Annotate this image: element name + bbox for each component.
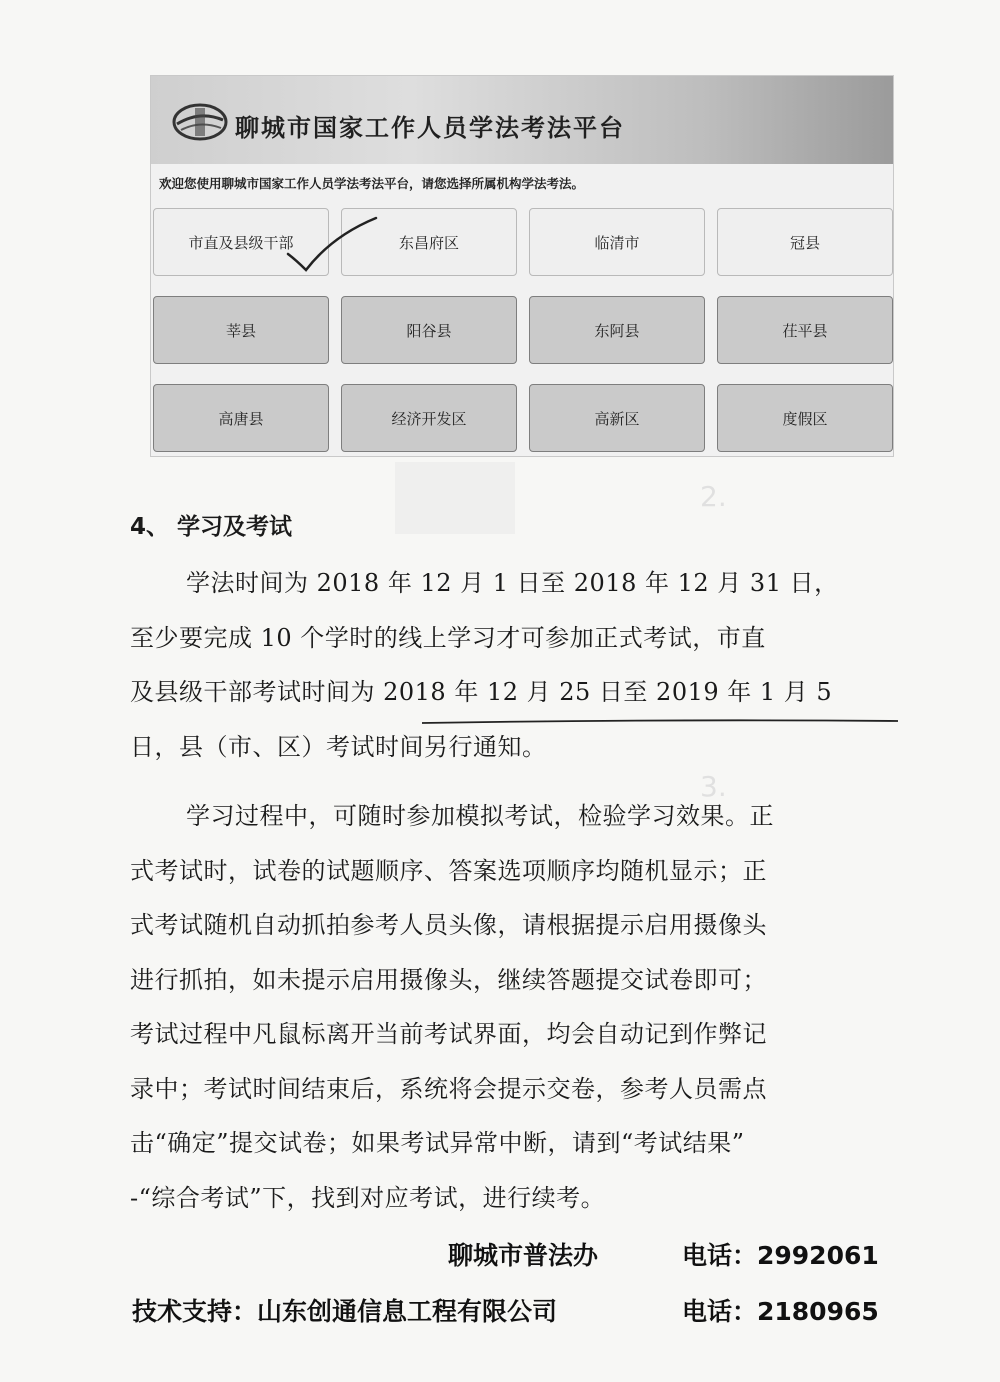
paragraph-line: 日，县（市、区）考试时间另行通知。 (130, 732, 547, 761)
section-title: 4、 学习及考试 (130, 514, 293, 540)
paragraph-line: 击“确定”提交试卷；如果考试异常中断，请到“考试结果” (130, 1129, 745, 1157)
paragraph-study-time (130, 556, 900, 774)
org-phone: 电话：2992061 (682, 1241, 879, 1270)
paragraph-line: 录中；考试时间结束后，系统将会提示交卷，参考人员需点 (130, 1074, 767, 1103)
paragraph-line: 式考试时，试卷的试题顺序、答案选项顺序均随机显示；正 (130, 856, 767, 885)
district-button-gaoxin[interactable]: 高新区 (529, 384, 705, 452)
paragraph-line: -“综合考试”下，找到对应考试，进行续考。 (130, 1183, 606, 1212)
welcome-text: 欢迎您使用聊城市国家工作人员学法考法平台，请您选择所属机构学法考法。 (159, 176, 585, 191)
district-button-gaotang[interactable]: 高唐县 (153, 384, 329, 452)
paragraph-line: 及县级干部考试时间为 2018 年 12 月 25 日至 2019 年 1 月 5 (130, 678, 833, 706)
handwritten-underline (420, 717, 900, 727)
org-name: 聊城市普法办 (448, 1241, 599, 1270)
district-button-shenxian[interactable]: 莘县 (153, 296, 329, 364)
show-through-texture-2: 3. (700, 770, 727, 803)
district-button-jingkai[interactable]: 经济开发区 (341, 384, 517, 452)
paragraph-line: 进行抓拍，如未提示启用摄像头，继续答题提交试卷即可； (130, 965, 767, 994)
district-button-shizhi[interactable]: 市直及县级干部 (153, 208, 329, 276)
paragraph-line: 至少要完成 10 个学时的线上学习才可参加正式考试，市直 (130, 623, 766, 652)
platform-title: 聊城市国家工作人员学法考法平台 (235, 114, 625, 142)
district-button-dongchangfu[interactable]: 东昌府区 (341, 208, 517, 276)
district-button-chiping[interactable]: 茌平县 (717, 296, 893, 364)
support-phone: 电话：2180965 (682, 1297, 879, 1326)
platform-screenshot (150, 75, 894, 457)
paragraph-exam-rules (130, 789, 900, 1225)
district-button-dong-e[interactable]: 东阿县 (529, 296, 705, 364)
platform-logo-icon (171, 102, 229, 142)
tech-support: 技术支持：山东创通信息工程有限公司 (132, 1297, 558, 1326)
district-grid (153, 208, 893, 456)
district-button-yanggu[interactable]: 阳谷县 (341, 296, 517, 364)
paragraph-line: 考试过程中凡鼠标离开当前考试界面，均会自动记到作弊记 (130, 1020, 767, 1048)
paragraph-line: 学法时间为 2018 年 12 月 1 日至 2018 年 12 月 31 日， (186, 569, 839, 597)
district-button-guanxian[interactable]: 冠县 (717, 208, 893, 276)
district-button-dujia[interactable]: 度假区 (717, 384, 893, 452)
paragraph-line: 学习过程中，可随时参加模拟考试，检验学习效果。正 (186, 802, 774, 830)
platform-header (151, 76, 893, 164)
show-through-texture: 2. (700, 480, 727, 513)
district-button-linqing[interactable]: 临清市 (529, 208, 705, 276)
paragraph-line: 式考试随机自动抓拍参考人员头像，请根据提示启用摄像头 (130, 911, 767, 939)
tape-smudge (395, 462, 515, 534)
handwritten-checkmark-icon (284, 214, 384, 274)
